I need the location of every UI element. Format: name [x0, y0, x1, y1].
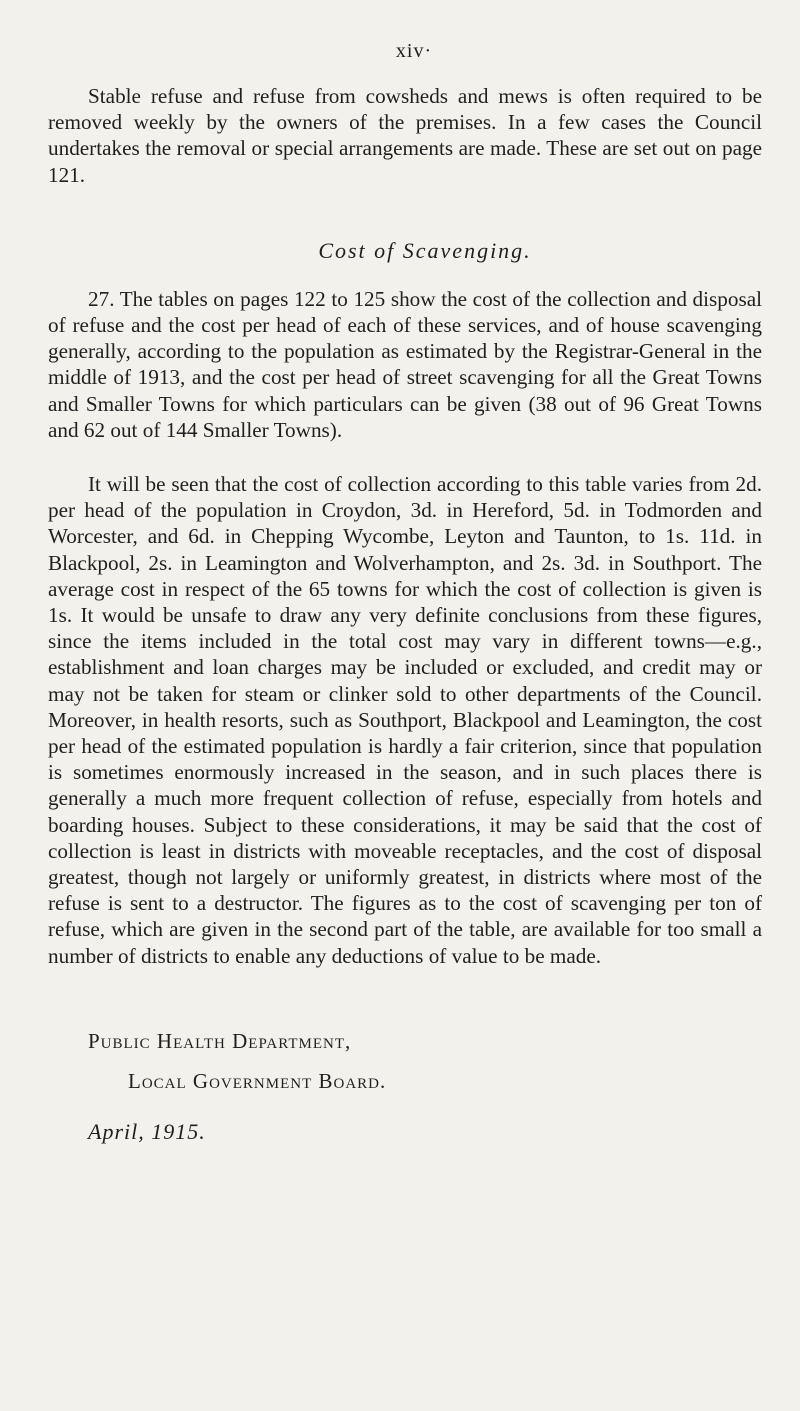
signature-board: Local Government Board.	[128, 1068, 387, 1093]
document-date: April, 1915.	[88, 1118, 206, 1144]
page-number: xiv·	[395, 40, 433, 62]
document-page	[48, 40, 762, 1145]
signature-block	[48, 1021, 762, 1101]
section-heading: Cost of Scavenging.	[318, 237, 532, 263]
paragraph-cost-analysis: It will be seen that the cost of collection according to this table varies from 2d. per head of the population in Croydon, 3d. in Hereford, 5d. in Todmorden and Worcester, and 6d. in Chepping Wycombe, Leyton and Taunton, to 1s. 11d. in Blackpool, 2s. in Leamington and Wolverhampton, and 2s. 3d. in Southport. The average cost in respect of the 65 towns for which the cost of collection is given is 1s. It would be unsafe to draw any very definite conclusions from these figures, since the items included in the total cost may vary in different towns—e.g., establishment and loan charges may be included or excluded, and credit may or may not be taken for steam or clinker sold to other departments of the Council. Moreover, in health resorts, such as Southport, Blackpool and Leamington, the cost per head of the estimated population is hardly a fair criterion, since that population is sometimes enormously increased in the season, and in such places there is generally a much more frequent collection of refuse, especially from hotels and boarding houses. Subject to these considerations, it may be said that the cost of collection is least in districts with moveable receptacles, and the cost of disposal greatest, though not largely or uniformly greatest, in districts where most of the refuse is sent to a destructor. The figures as to the cost of scavenging per ton of refuse, which are given in the second part of the table, are available for too small a number of districts to enable any deductions of value to be made.	[48, 472, 762, 968]
paragraph-refuse-removal: Stable refuse and refuse from cowsheds and mews is often required to be removed weekly by the owners of the premises. In a few cases the Council undertakes the removal or special arrangements are made. These are set out on page 121.	[48, 84, 762, 187]
paragraph-cost-tables: 27. The tables on pages 122 to 125 show the cost of the collection and disposal of refuse and the cost per head of each of these services, and of house scavenging generally, according to the population as estimated by the Registrar-General in the middle of 1913, and the cost per head of street scavenging for all the Great Towns and Smaller Towns for which particulars can be given (38 out of 96 Great Towns and 62 out of 144 Smaller Towns).	[48, 286, 762, 442]
signature-department: Public Health Department,	[88, 1028, 352, 1053]
